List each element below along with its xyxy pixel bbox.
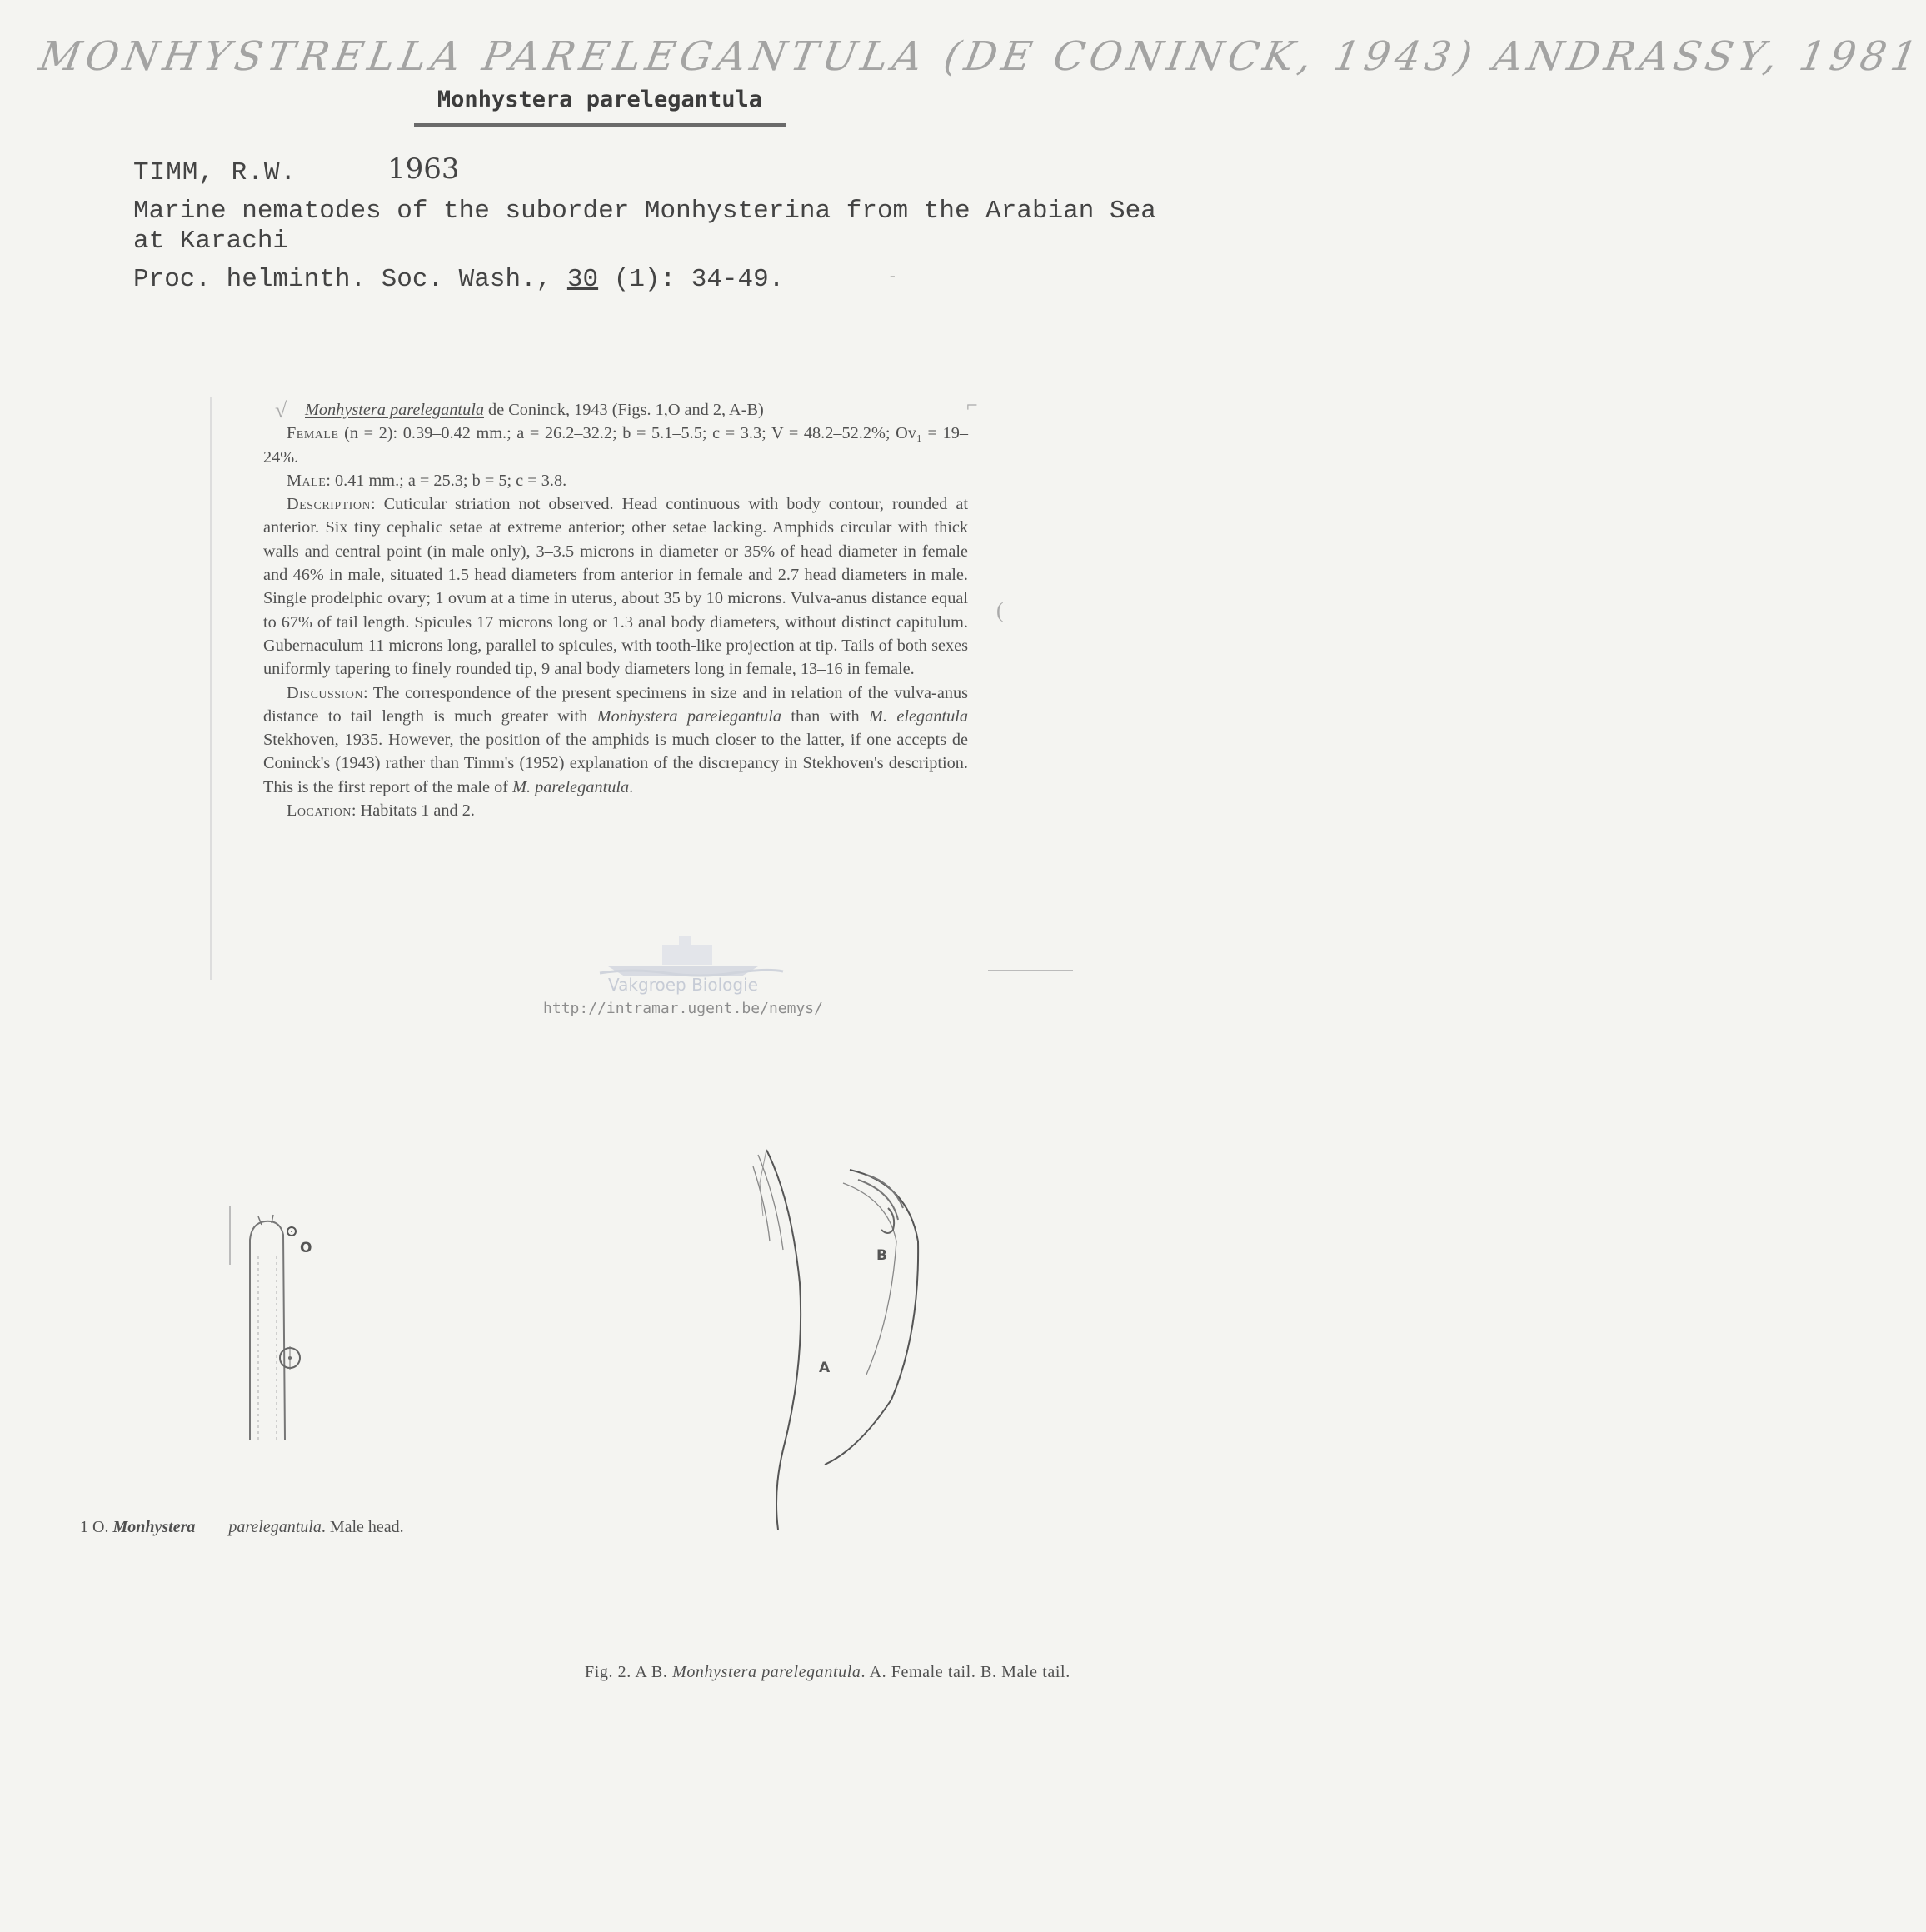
journal-volume: 30 <box>566 265 599 294</box>
discussion-species: M. elegantula <box>869 706 968 726</box>
figure-1-caption <box>80 1518 404 1537</box>
title-underline <box>414 123 786 127</box>
figure-1-male-head <box>225 1206 358 1456</box>
discussion-text: than with <box>781 706 870 726</box>
discussion-text: : The correspondence of the present specimens in size and in relation of the vulva-anus distance to tail length is much greater with <box>263 683 968 726</box>
journal-pages: (1): 34-49. <box>598 265 785 294</box>
watermark-ship-logo <box>583 933 783 980</box>
figure-2-caption <box>585 1663 1070 1682</box>
fig2-caption-rest: . A. Female tail. B. Male tail. <box>861 1663 1070 1681</box>
male-text: : 0.41 mm.; a = 25.3; b = 5; c = 3.8. <box>326 471 567 490</box>
discussion-text: Stekhoven, 1935. However, the position of the amphids is much closer to the latter, if one accepts de Coninck's (1943) rather than Timm's (1952) explanation of the discrepancy in Stekhoven's description. This is the first report of the male of <box>263 731 968 796</box>
journal-name: Proc. helminth. Soc. Wash., <box>133 265 567 294</box>
margin-pencil-line <box>988 970 1073 971</box>
margin-pencil-mark: ⌐ <box>966 395 978 417</box>
fig2-caption-prefix: Fig. 2. A B. <box>585 1663 673 1681</box>
discussion-species: Monhystera parelegantula <box>596 706 781 726</box>
discussion-species: M. parelegantula <box>512 777 630 796</box>
heading-species: Monhystera parelegantula <box>305 401 484 419</box>
figure-1-letter: O <box>300 1240 312 1256</box>
figure-2-tails <box>733 1150 950 1533</box>
citation-title-line-1: Marine nematodes of the suborder Monhysterina from the Arabian Sea <box>133 197 1156 226</box>
typed-species-title: Monhystera parelegantula <box>437 87 763 112</box>
description-paragraph <box>263 492 968 681</box>
citation-title-line-2: at Karachi <box>133 227 289 256</box>
figure-2-label-b: B <box>876 1247 887 1264</box>
article-text <box>263 398 968 822</box>
description-text: : Cuticular striation not observed. Head continuous with body contour, rounded at anterior. Six tiny cephalic setae at extreme anterior; other setae lacking. Amphids circular with thick walls and central point (in male only), 3–3.5 microns in diameter or 35% of head diameter in female and 46% in male, situated 1.5 head diameters from anterior in female and 2.7 head diameters in male. Single prodelphic ovary; 1 ovum at a time in uterus, about 35 by 10 microns. Vulva-anus distance equal to 67% of tail length. Spicules 17 microns long or 1.3 anal body diameters, without distinct capitulum. Gubernaculum 11 microns long, parallel to spicules, with tooth-like projection at tip. Tails of both sexes uniformly tapering to finely rounded tip, 9 anal body diameters long in female, 13–16 in female. <box>263 495 968 679</box>
male-measurements <box>263 469 968 492</box>
citation-journal <box>133 265 784 294</box>
fig1-caption-rest: . Male head. <box>321 1518 404 1536</box>
stray-mark: - <box>890 267 896 285</box>
female-text: (n = 2): 0.39–0.42 mm.; a = 26.2–32.2; b = 5.1–5.5; c = 3.3; V = 48.2–52.2%; Ov₁ = 19–24%. <box>263 424 968 467</box>
scan-edge-line <box>210 397 212 980</box>
figure-2-label-a: A <box>819 1360 831 1376</box>
location-text: : Habitats 1 and 2. <box>351 801 475 821</box>
fig1-caption-species: Monhystera <box>112 1518 196 1536</box>
location-paragraph <box>263 799 968 822</box>
discussion-label: Discussion <box>287 683 363 702</box>
citation-author: TIMM, R.W. <box>133 158 297 187</box>
fig1-caption-species-2: parelegantula <box>228 1518 322 1536</box>
margin-pencil-mark: ( <box>996 598 1004 622</box>
article-heading <box>263 398 968 422</box>
discussion-text: . <box>629 777 634 796</box>
checkmark-icon: √ <box>275 398 287 422</box>
female-label: Female <box>287 424 339 443</box>
male-label: Male <box>287 471 327 490</box>
female-measurements <box>263 422 968 469</box>
watermark-url: http://intramar.ugent.be/nemys/ <box>543 1000 823 1017</box>
heading-rest: de Coninck, 1943 (Figs. 1,O and 2, A-B) <box>483 401 764 419</box>
fig2-caption-species: Monhystera parelegantula <box>672 1663 861 1681</box>
fig1-caption-prefix: 1 O. <box>80 1518 113 1536</box>
description-label: Description <box>287 495 372 514</box>
handwritten-title: MONHYSTRELLA PARELEGANTULA (DE CONINCK, 1943) ANDRASSY, 1981 <box>36 33 1926 80</box>
citation-year: 1963 <box>387 152 460 186</box>
location-label: Location <box>287 801 352 821</box>
watermark-label: Vakgroep Biologie <box>608 975 758 995</box>
discussion-paragraph <box>263 681 968 799</box>
